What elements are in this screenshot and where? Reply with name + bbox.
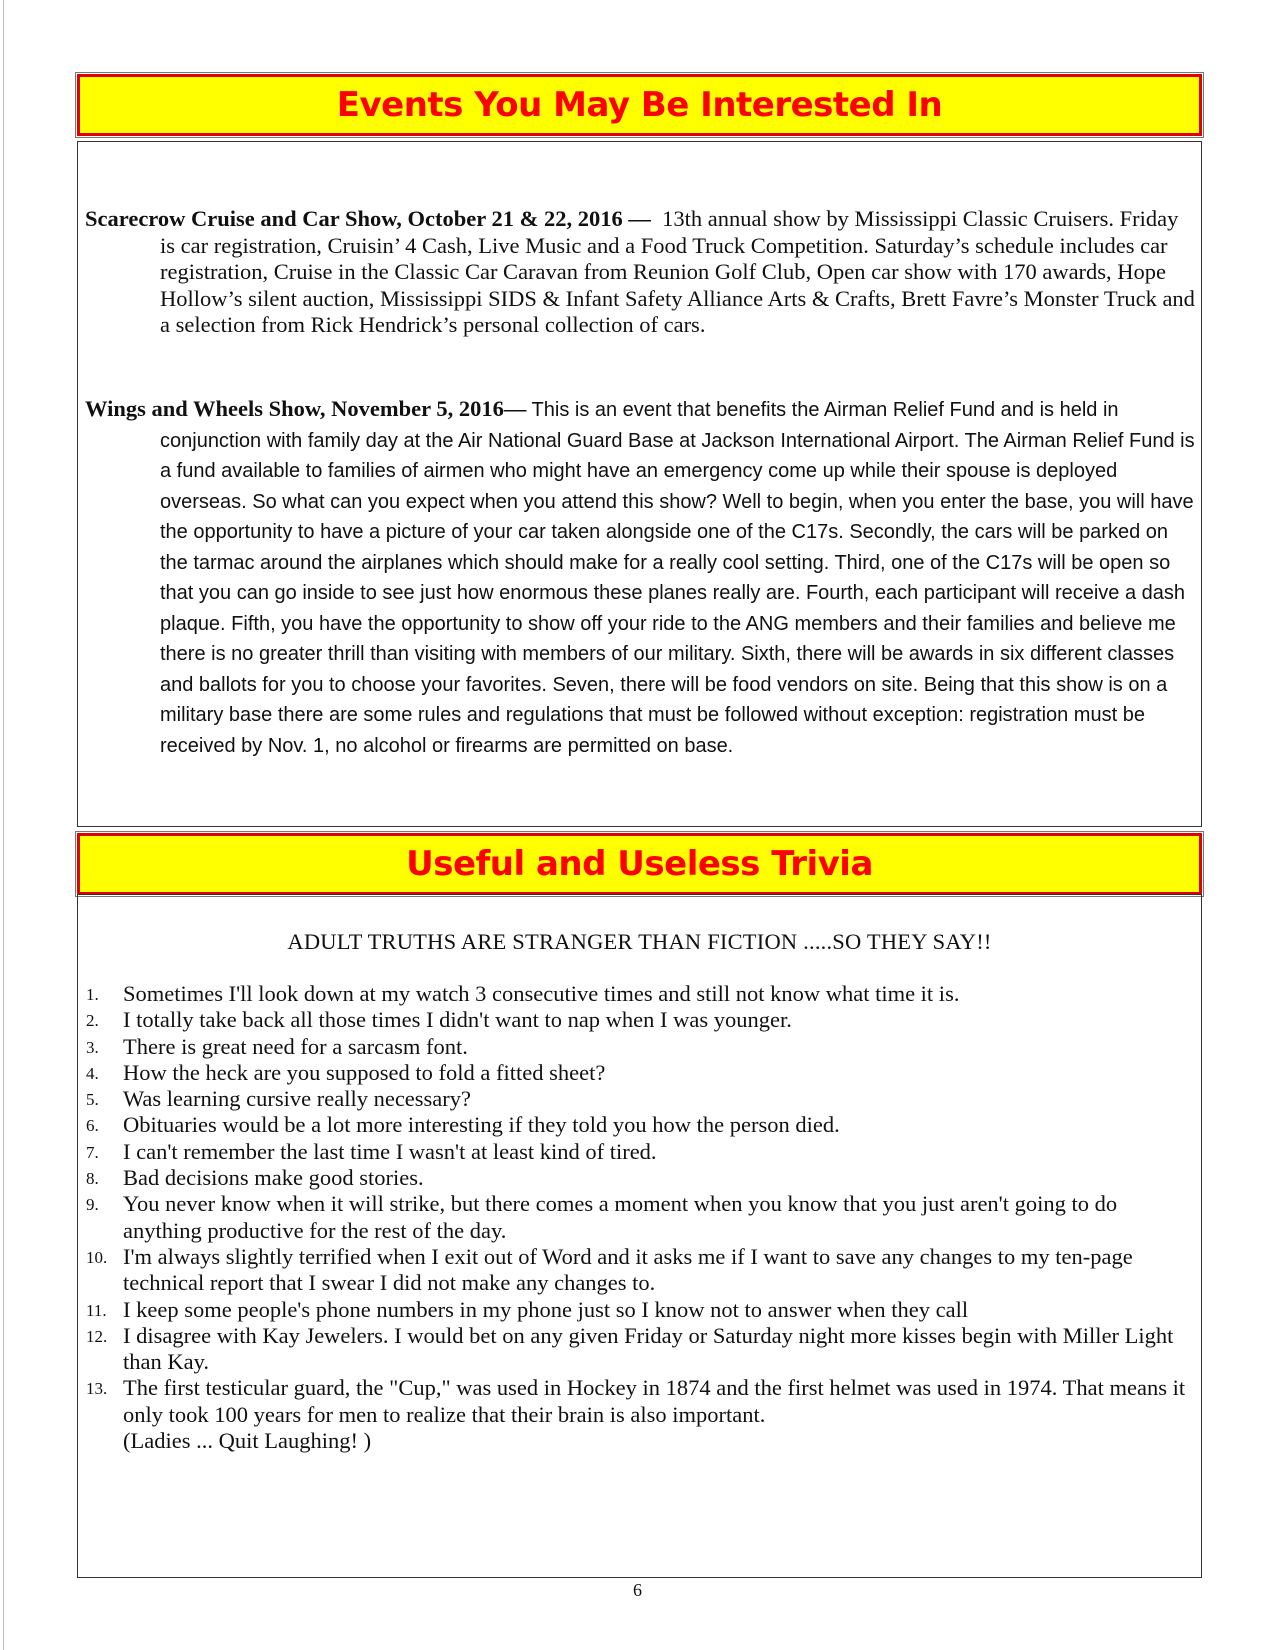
item-number: 6. — [86, 1116, 99, 1136]
item-text: How the heck are you supposed to fold a fitted sheet? — [123, 1059, 606, 1085]
item-number: 1. — [86, 985, 99, 1004]
list-item — [86, 1007, 1197, 1033]
trivia-subtitle: ADULT TRUTHS ARE STRANGER THAN FICTION .....SO THEY SAY!! — [287, 929, 992, 954]
item-number: 3. — [86, 1037, 99, 1057]
list-item — [86, 1060, 1197, 1086]
item-text: There is great need for a sarcasm font. — [123, 1033, 468, 1059]
event-body: This is an event that benefits the Airman Relief Fund and is held in conjunction with family day at the Air National Guard Base at Jackson International Airport. The Airman Relief Fund is a fund available to families of airmen who might have an emergency come up while their spouse is deployed overseas. So what can you expect when you attend this show? Well to begin, when you enter the base, you will have the opportunity to have a picture of your car taken alongside one of the C17s. Secondly, the cars will be parked on the tarmac around the airplanes which should make for a really cool setting. Third, one of the C17s will be open so that you can go inside to see just how enormous these planes really are. Fourth, each participant will receive a dash plaque. Fifth, you have the opportunity to show off your ride to the ANG members and their families and believe me there is no greater thrill than visiting with members of our military. Sixth, there will be awards in six different classes and ballots for you to choose your favorites. Seven, there will be food vendors on site. Being that this show is on a military base there are some rules and regulations that must be followed without exception: registration must be received by Nov. 1, no alcohol or firearms are permitted on base. — [160, 399, 1195, 757]
item-number: 2. — [86, 1011, 99, 1031]
item-text: I disagree with Kay Jewelers. I would bet on any given Friday or Saturday night more kisses begin with Miller Light than Kay. — [123, 1322, 1174, 1375]
item-text: Obituaries would be a lot more interesting if they told you how the person died. — [123, 1112, 840, 1138]
item-number: 4. — [86, 1063, 99, 1083]
list-item — [86, 1086, 1197, 1112]
item-text: Bad decisions make good stories. — [123, 1165, 424, 1191]
list-item — [86, 1139, 1197, 1165]
event-wings-wheels — [85, 394, 1195, 761]
list-item — [86, 1323, 1197, 1376]
trivia-list — [86, 981, 1197, 1454]
list-item — [86, 1165, 1197, 1191]
page-edge-line — [3, 0, 4, 1650]
item-text: Was learning cursive really necessary? — [123, 1086, 472, 1112]
list-item — [86, 1297, 1197, 1323]
list-item — [86, 1112, 1197, 1138]
item-text: I totally take back all those times I didn't want to nap when I was younger. — [123, 1007, 792, 1033]
event-scarecrow — [85, 206, 1195, 339]
events-box — [77, 141, 1202, 827]
item-number: 10. — [86, 1247, 108, 1267]
trivia-box — [77, 894, 1202, 1578]
events-banner — [77, 74, 1202, 136]
item-text: I keep some people's phone numbers in my phone just so I know not to answer when they call — [123, 1296, 969, 1322]
item-text: Sometimes I'll look down at my watch 3 consecutive times and still not know what time it is. — [123, 981, 960, 1006]
events-title: Events You May Be Interested In — [336, 85, 943, 125]
trivia-title: Useful and Useless Trivia — [406, 844, 873, 884]
item-text: The first testicular guard, the "Cup," was used in Hockey in 1874 and the first helmet was used in 1974. That means it only took 100 years for men to realize that their brain is also important. — [123, 1375, 1186, 1427]
list-item — [86, 1034, 1197, 1060]
event-heading: Scarecrow Cruise and Car Show, October 21 & 22, 2016 — — [85, 206, 651, 231]
list-item — [86, 1244, 1197, 1297]
item-number: 9. — [86, 1195, 99, 1215]
item-text: I'm always slightly terrified when I exit out of Word and it asks me if I want to save any changes to my ten-page technical report that I swear I did not make any changes to. — [123, 1243, 1133, 1296]
page-number: 6 — [633, 1580, 642, 1600]
item-text: You never know when it will strike, but there comes a moment when you know that you just aren't going to do anything productive for the rest of the day. — [123, 1191, 1118, 1243]
item-number: 8. — [86, 1169, 99, 1189]
item-number: 5. — [86, 1090, 99, 1110]
list-item — [86, 981, 1197, 1007]
event-heading: Wings and Wheels Show, November 5, 2016— — [85, 396, 527, 421]
item-number: 7. — [86, 1142, 99, 1162]
event-body: 13th annual show by Mississippi Classic Cruisers. Friday is car registration, Cruisin’ 4 Cash, Live Music and a Food Truck Competition. Saturday’s schedule includes car registration, Cruise in the Classic Car Caravan from Reunion Golf Club, Open car show with 170 awards, Hope Hollow’s silent auction, Mississippi SIDS & Infant Safety Alliance Arts & Crafts, Brett Favre’s Monster Truck and a selection from Rick Hendrick’s personal collection of cars. — [160, 206, 1195, 337]
item-text: I can't remember the last time I wasn't at least kind of tired. — [123, 1138, 657, 1164]
item-number: 11. — [86, 1300, 107, 1320]
item-number: 12. — [86, 1326, 108, 1346]
list-item — [86, 1191, 1197, 1244]
item-extra-text: (Ladies ... Quit Laughing! ) — [123, 1428, 372, 1454]
item-number: 13. — [86, 1379, 108, 1399]
list-item — [86, 1375, 1197, 1454]
trivia-banner — [77, 833, 1202, 895]
